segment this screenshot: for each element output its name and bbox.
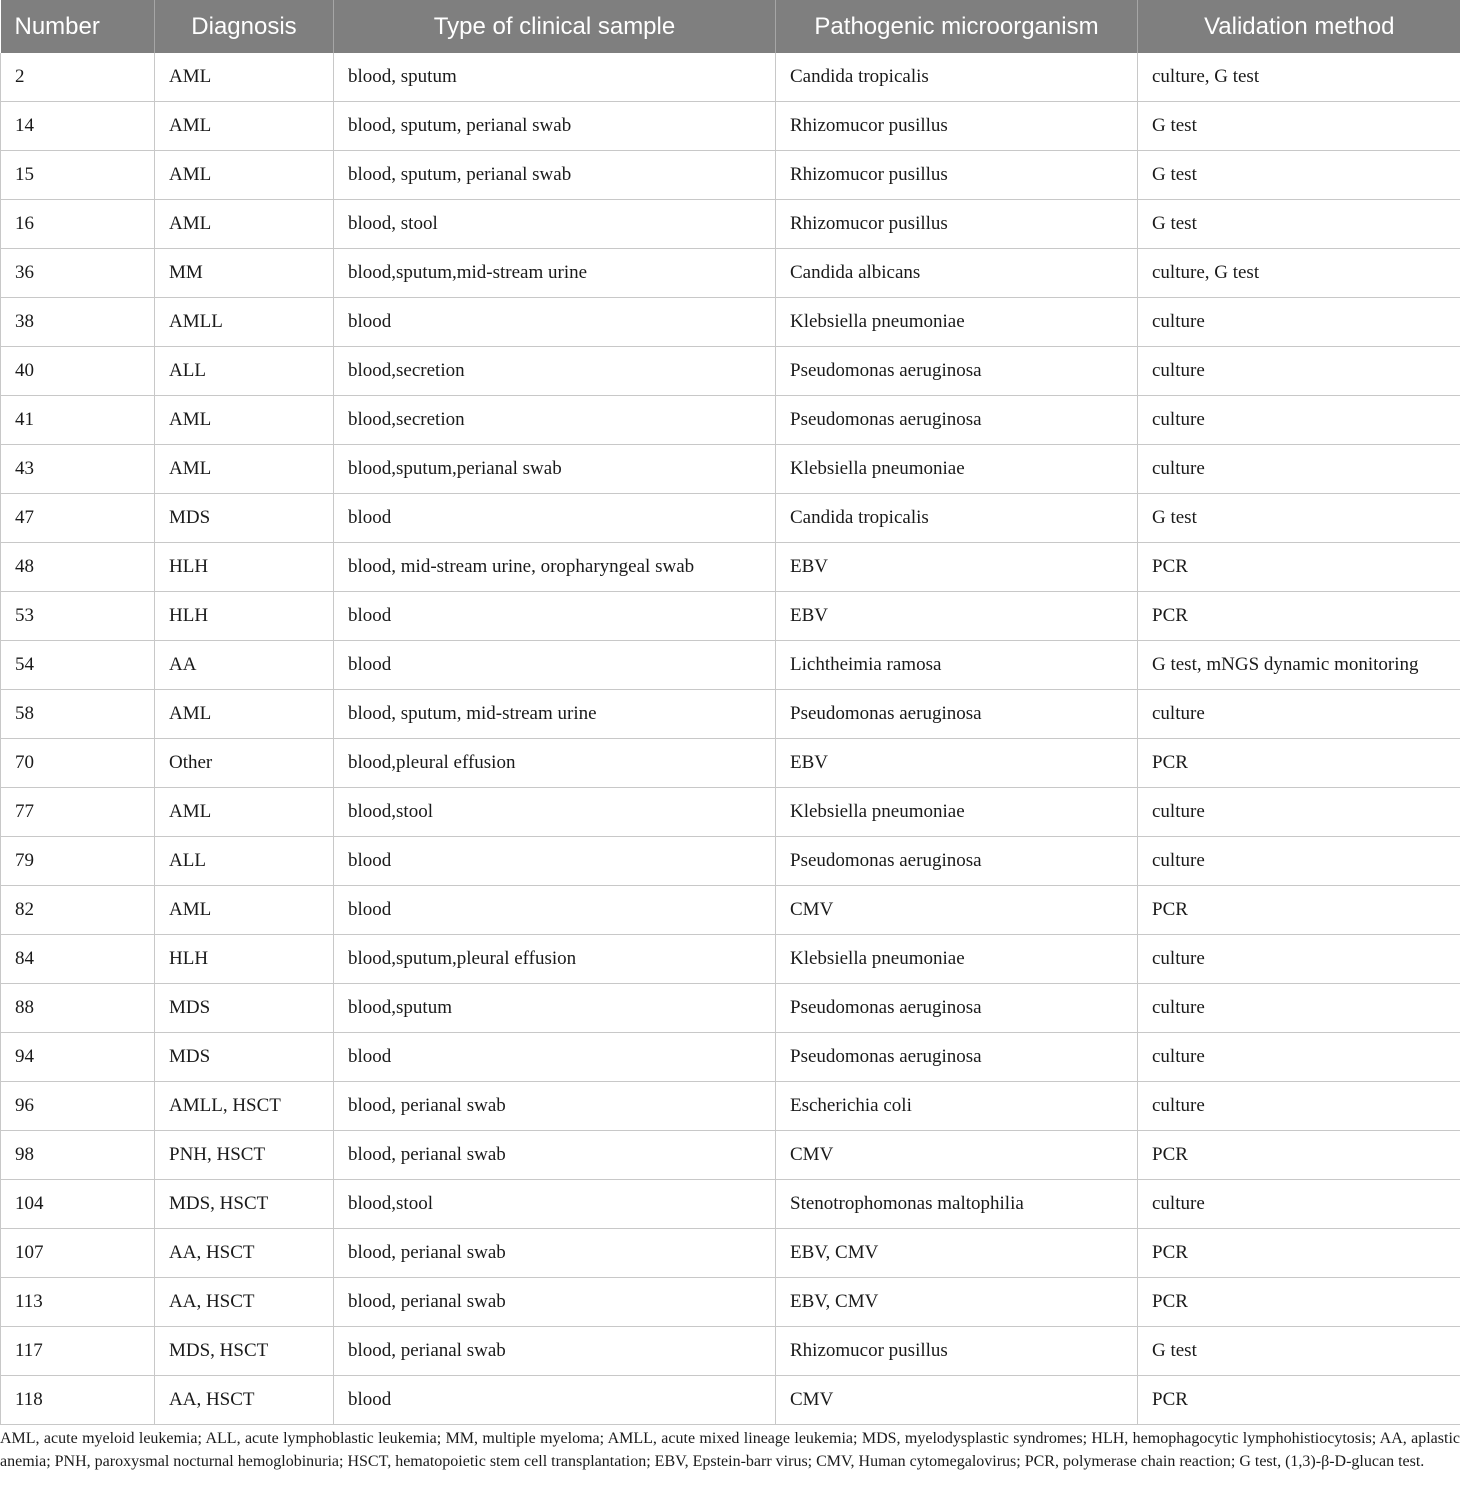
cell-number: 47 xyxy=(1,494,155,543)
cell-validation-method: PCR xyxy=(1138,1229,1460,1278)
cell-clinical-sample: blood, sputum, perianal swab xyxy=(334,102,776,151)
cell-validation-method: culture xyxy=(1138,837,1460,886)
cell-validation-method: PCR xyxy=(1138,1278,1460,1327)
cell-clinical-sample: blood, sputum, perianal swab xyxy=(334,151,776,200)
cell-clinical-sample: blood xyxy=(334,886,776,935)
cell-number: 58 xyxy=(1,690,155,739)
cell-number: 96 xyxy=(1,1082,155,1131)
cell-pathogen: Candida albicans xyxy=(776,249,1138,298)
cell-clinical-sample: blood xyxy=(334,298,776,347)
cell-diagnosis: MDS xyxy=(155,1033,334,1082)
table-row xyxy=(1,592,1460,641)
cell-clinical-sample: blood xyxy=(334,1033,776,1082)
cell-clinical-sample: blood, sputum xyxy=(334,53,776,102)
cell-diagnosis: HLH xyxy=(155,543,334,592)
table-row xyxy=(1,543,1460,592)
table-row xyxy=(1,1229,1460,1278)
cell-number: 15 xyxy=(1,151,155,200)
cell-diagnosis: AML xyxy=(155,200,334,249)
cell-diagnosis: ALL xyxy=(155,837,334,886)
table-row xyxy=(1,200,1460,249)
cell-number: 16 xyxy=(1,200,155,249)
cell-pathogen: CMV xyxy=(776,886,1138,935)
table-row xyxy=(1,102,1460,151)
header-validation-method: Validation method xyxy=(1138,0,1460,53)
cell-validation-method: PCR xyxy=(1138,886,1460,935)
cell-diagnosis: AA, HSCT xyxy=(155,1376,334,1425)
cell-number: 14 xyxy=(1,102,155,151)
table-row xyxy=(1,886,1460,935)
table-row xyxy=(1,788,1460,837)
table-row xyxy=(1,298,1460,347)
cell-number: 118 xyxy=(1,1376,155,1425)
table-row xyxy=(1,347,1460,396)
cell-number: 70 xyxy=(1,739,155,788)
header-row xyxy=(1,0,1460,53)
cell-diagnosis: AA, HSCT xyxy=(155,1229,334,1278)
cell-validation-method: PCR xyxy=(1138,739,1460,788)
cell-number: 54 xyxy=(1,641,155,690)
cell-diagnosis: MDS, HSCT xyxy=(155,1180,334,1229)
table-row xyxy=(1,1131,1460,1180)
cell-number: 94 xyxy=(1,1033,155,1082)
cell-number: 88 xyxy=(1,984,155,1033)
cell-pathogen: Pseudomonas aeruginosa xyxy=(776,984,1138,1033)
cell-number: 82 xyxy=(1,886,155,935)
cell-diagnosis: ALL xyxy=(155,347,334,396)
cell-clinical-sample: blood,sputum,perianal swab xyxy=(334,445,776,494)
header-number: Number xyxy=(1,0,155,53)
cell-diagnosis: AML xyxy=(155,53,334,102)
table-footnote: AML, acute myeloid leukemia; ALL, acute lymphoblastic leukemia; MM, multiple myeloma; AMLL, acute mixed lineage leukemia; MDS, myelodysplastic syndromes; HLH, hemophagocytic lymphohistiocytosis; AA, aplastic anemia; PNH, paroxysmal nocturnal hemoglobinuria; HSCT, hematopoietic stem cell transplantation; EBV, Epstein-barr virus; CMV, Human cytomegalovirus; PCR, polymerase chain reaction; G test, (1,3)-β-D-glucan test. xyxy=(0,1430,1460,1470)
cell-diagnosis: AML xyxy=(155,102,334,151)
cell-number: 77 xyxy=(1,788,155,837)
table-row xyxy=(1,1082,1460,1131)
cell-clinical-sample: blood, perianal swab xyxy=(334,1327,776,1376)
cell-pathogen: EBV xyxy=(776,739,1138,788)
cell-pathogen: Candida tropicalis xyxy=(776,494,1138,543)
cell-number: 48 xyxy=(1,543,155,592)
table-row xyxy=(1,494,1460,543)
table-row xyxy=(1,1327,1460,1376)
cell-clinical-sample: blood,pleural effusion xyxy=(334,739,776,788)
cell-pathogen: Rhizomucor pusillus xyxy=(776,1327,1138,1376)
cell-diagnosis: HLH xyxy=(155,592,334,641)
cell-number: 84 xyxy=(1,935,155,984)
cell-validation-method: culture xyxy=(1138,788,1460,837)
header-pathogen: Pathogenic microorganism xyxy=(776,0,1138,53)
cell-diagnosis: PNH, HSCT xyxy=(155,1131,334,1180)
table-row xyxy=(1,641,1460,690)
cell-number: 113 xyxy=(1,1278,155,1327)
cell-number: 117 xyxy=(1,1327,155,1376)
cell-diagnosis: AML xyxy=(155,788,334,837)
cell-pathogen: EBV xyxy=(776,543,1138,592)
cell-diagnosis: Other xyxy=(155,739,334,788)
cell-pathogen: Pseudomonas aeruginosa xyxy=(776,347,1138,396)
cell-number: 36 xyxy=(1,249,155,298)
cell-clinical-sample: blood, mid-stream urine, oropharyngeal swab xyxy=(334,543,776,592)
table-header xyxy=(1,0,1460,53)
cell-pathogen: Klebsiella pneumoniae xyxy=(776,445,1138,494)
table-body xyxy=(1,53,1460,1425)
cell-number: 38 xyxy=(1,298,155,347)
cell-validation-method: culture xyxy=(1138,445,1460,494)
cell-diagnosis: AMLL xyxy=(155,298,334,347)
cell-pathogen: Lichtheimia ramosa xyxy=(776,641,1138,690)
cell-clinical-sample: blood xyxy=(334,592,776,641)
cell-number: 41 xyxy=(1,396,155,445)
table-row xyxy=(1,984,1460,1033)
cell-pathogen: Rhizomucor pusillus xyxy=(776,102,1138,151)
cell-clinical-sample: blood xyxy=(334,641,776,690)
cell-clinical-sample: blood xyxy=(334,494,776,543)
cell-pathogen: Klebsiella pneumoniae xyxy=(776,935,1138,984)
cell-validation-method: culture xyxy=(1138,347,1460,396)
cell-diagnosis: AA xyxy=(155,641,334,690)
cell-diagnosis: MM xyxy=(155,249,334,298)
cell-clinical-sample: blood, sputum, mid-stream urine xyxy=(334,690,776,739)
cell-validation-method: G test xyxy=(1138,1327,1460,1376)
cell-validation-method: culture xyxy=(1138,935,1460,984)
cell-validation-method: culture xyxy=(1138,690,1460,739)
cell-validation-method: culture xyxy=(1138,298,1460,347)
cell-pathogen: Klebsiella pneumoniae xyxy=(776,788,1138,837)
cell-number: 53 xyxy=(1,592,155,641)
table-row xyxy=(1,151,1460,200)
cell-clinical-sample: blood,sputum,mid-stream urine xyxy=(334,249,776,298)
table-row xyxy=(1,396,1460,445)
cell-validation-method: G test xyxy=(1138,102,1460,151)
cell-clinical-sample: blood,secretion xyxy=(334,396,776,445)
cell-pathogen: Pseudomonas aeruginosa xyxy=(776,1033,1138,1082)
table-row xyxy=(1,1376,1460,1425)
cell-number: 107 xyxy=(1,1229,155,1278)
cell-number: 79 xyxy=(1,837,155,886)
cell-pathogen: Rhizomucor pusillus xyxy=(776,200,1138,249)
cell-clinical-sample: blood, perianal swab xyxy=(334,1082,776,1131)
cell-clinical-sample: blood, stool xyxy=(334,200,776,249)
cell-clinical-sample: blood, perianal swab xyxy=(334,1229,776,1278)
table-row xyxy=(1,837,1460,886)
cell-number: 43 xyxy=(1,445,155,494)
cell-validation-method: culture xyxy=(1138,396,1460,445)
cell-validation-method: G test xyxy=(1138,494,1460,543)
cell-number: 40 xyxy=(1,347,155,396)
table-row xyxy=(1,53,1460,102)
cell-clinical-sample: blood,sputum xyxy=(334,984,776,1033)
cell-validation-method: culture, G test xyxy=(1138,53,1460,102)
cell-validation-method: PCR xyxy=(1138,543,1460,592)
cell-diagnosis: MDS xyxy=(155,494,334,543)
table-row xyxy=(1,249,1460,298)
cell-clinical-sample: blood xyxy=(334,1376,776,1425)
cell-number: 98 xyxy=(1,1131,155,1180)
cell-pathogen: CMV xyxy=(776,1376,1138,1425)
cell-validation-method: culture, G test xyxy=(1138,249,1460,298)
cell-pathogen: Rhizomucor pusillus xyxy=(776,151,1138,200)
cell-pathogen: Escherichia coli xyxy=(776,1082,1138,1131)
cell-validation-method: G test xyxy=(1138,151,1460,200)
cell-number: 104 xyxy=(1,1180,155,1229)
cell-validation-method: culture xyxy=(1138,1082,1460,1131)
cell-pathogen: Pseudomonas aeruginosa xyxy=(776,396,1138,445)
cell-pathogen: EBV, CMV xyxy=(776,1229,1138,1278)
cell-diagnosis: MDS xyxy=(155,984,334,1033)
cell-pathogen: Stenotrophomonas maltophilia xyxy=(776,1180,1138,1229)
table-row xyxy=(1,739,1460,788)
cell-clinical-sample: blood xyxy=(334,837,776,886)
cell-validation-method: culture xyxy=(1138,984,1460,1033)
cell-diagnosis: AML xyxy=(155,151,334,200)
cell-pathogen: Klebsiella pneumoniae xyxy=(776,298,1138,347)
cell-validation-method: PCR xyxy=(1138,1376,1460,1425)
cell-diagnosis: AML xyxy=(155,445,334,494)
cell-pathogen: EBV, CMV xyxy=(776,1278,1138,1327)
cell-validation-method: PCR xyxy=(1138,592,1460,641)
cell-clinical-sample: blood,stool xyxy=(334,788,776,837)
cell-clinical-sample: blood,secretion xyxy=(334,347,776,396)
cell-diagnosis: AML xyxy=(155,886,334,935)
table-row xyxy=(1,690,1460,739)
cell-diagnosis: AML xyxy=(155,396,334,445)
cell-number: 2 xyxy=(1,53,155,102)
cell-validation-method: culture xyxy=(1138,1033,1460,1082)
cell-pathogen: EBV xyxy=(776,592,1138,641)
table-row xyxy=(1,1278,1460,1327)
cell-validation-method: G test, mNGS dynamic monitoring xyxy=(1138,641,1460,690)
cell-validation-method: PCR xyxy=(1138,1131,1460,1180)
header-clinical-sample: Type of clinical sample xyxy=(334,0,776,53)
cell-diagnosis: AA, HSCT xyxy=(155,1278,334,1327)
cell-diagnosis: HLH xyxy=(155,935,334,984)
table-row xyxy=(1,1180,1460,1229)
cell-diagnosis: AMLL, HSCT xyxy=(155,1082,334,1131)
table-row xyxy=(1,1033,1460,1082)
header-diagnosis: Diagnosis xyxy=(155,0,334,53)
cell-pathogen: Pseudomonas aeruginosa xyxy=(776,690,1138,739)
cell-validation-method: culture xyxy=(1138,1180,1460,1229)
table-row xyxy=(1,445,1460,494)
cell-pathogen: Pseudomonas aeruginosa xyxy=(776,837,1138,886)
cell-clinical-sample: blood, perianal swab xyxy=(334,1278,776,1327)
table-row xyxy=(1,935,1460,984)
cell-pathogen: Candida tropicalis xyxy=(776,53,1138,102)
cell-pathogen: CMV xyxy=(776,1131,1138,1180)
cell-diagnosis: MDS, HSCT xyxy=(155,1327,334,1376)
cell-clinical-sample: blood,stool xyxy=(334,1180,776,1229)
cell-clinical-sample: blood,sputum,pleural effusion xyxy=(334,935,776,984)
cell-validation-method: G test xyxy=(1138,200,1460,249)
cell-clinical-sample: blood, perianal swab xyxy=(334,1131,776,1180)
cell-diagnosis: AML xyxy=(155,690,334,739)
